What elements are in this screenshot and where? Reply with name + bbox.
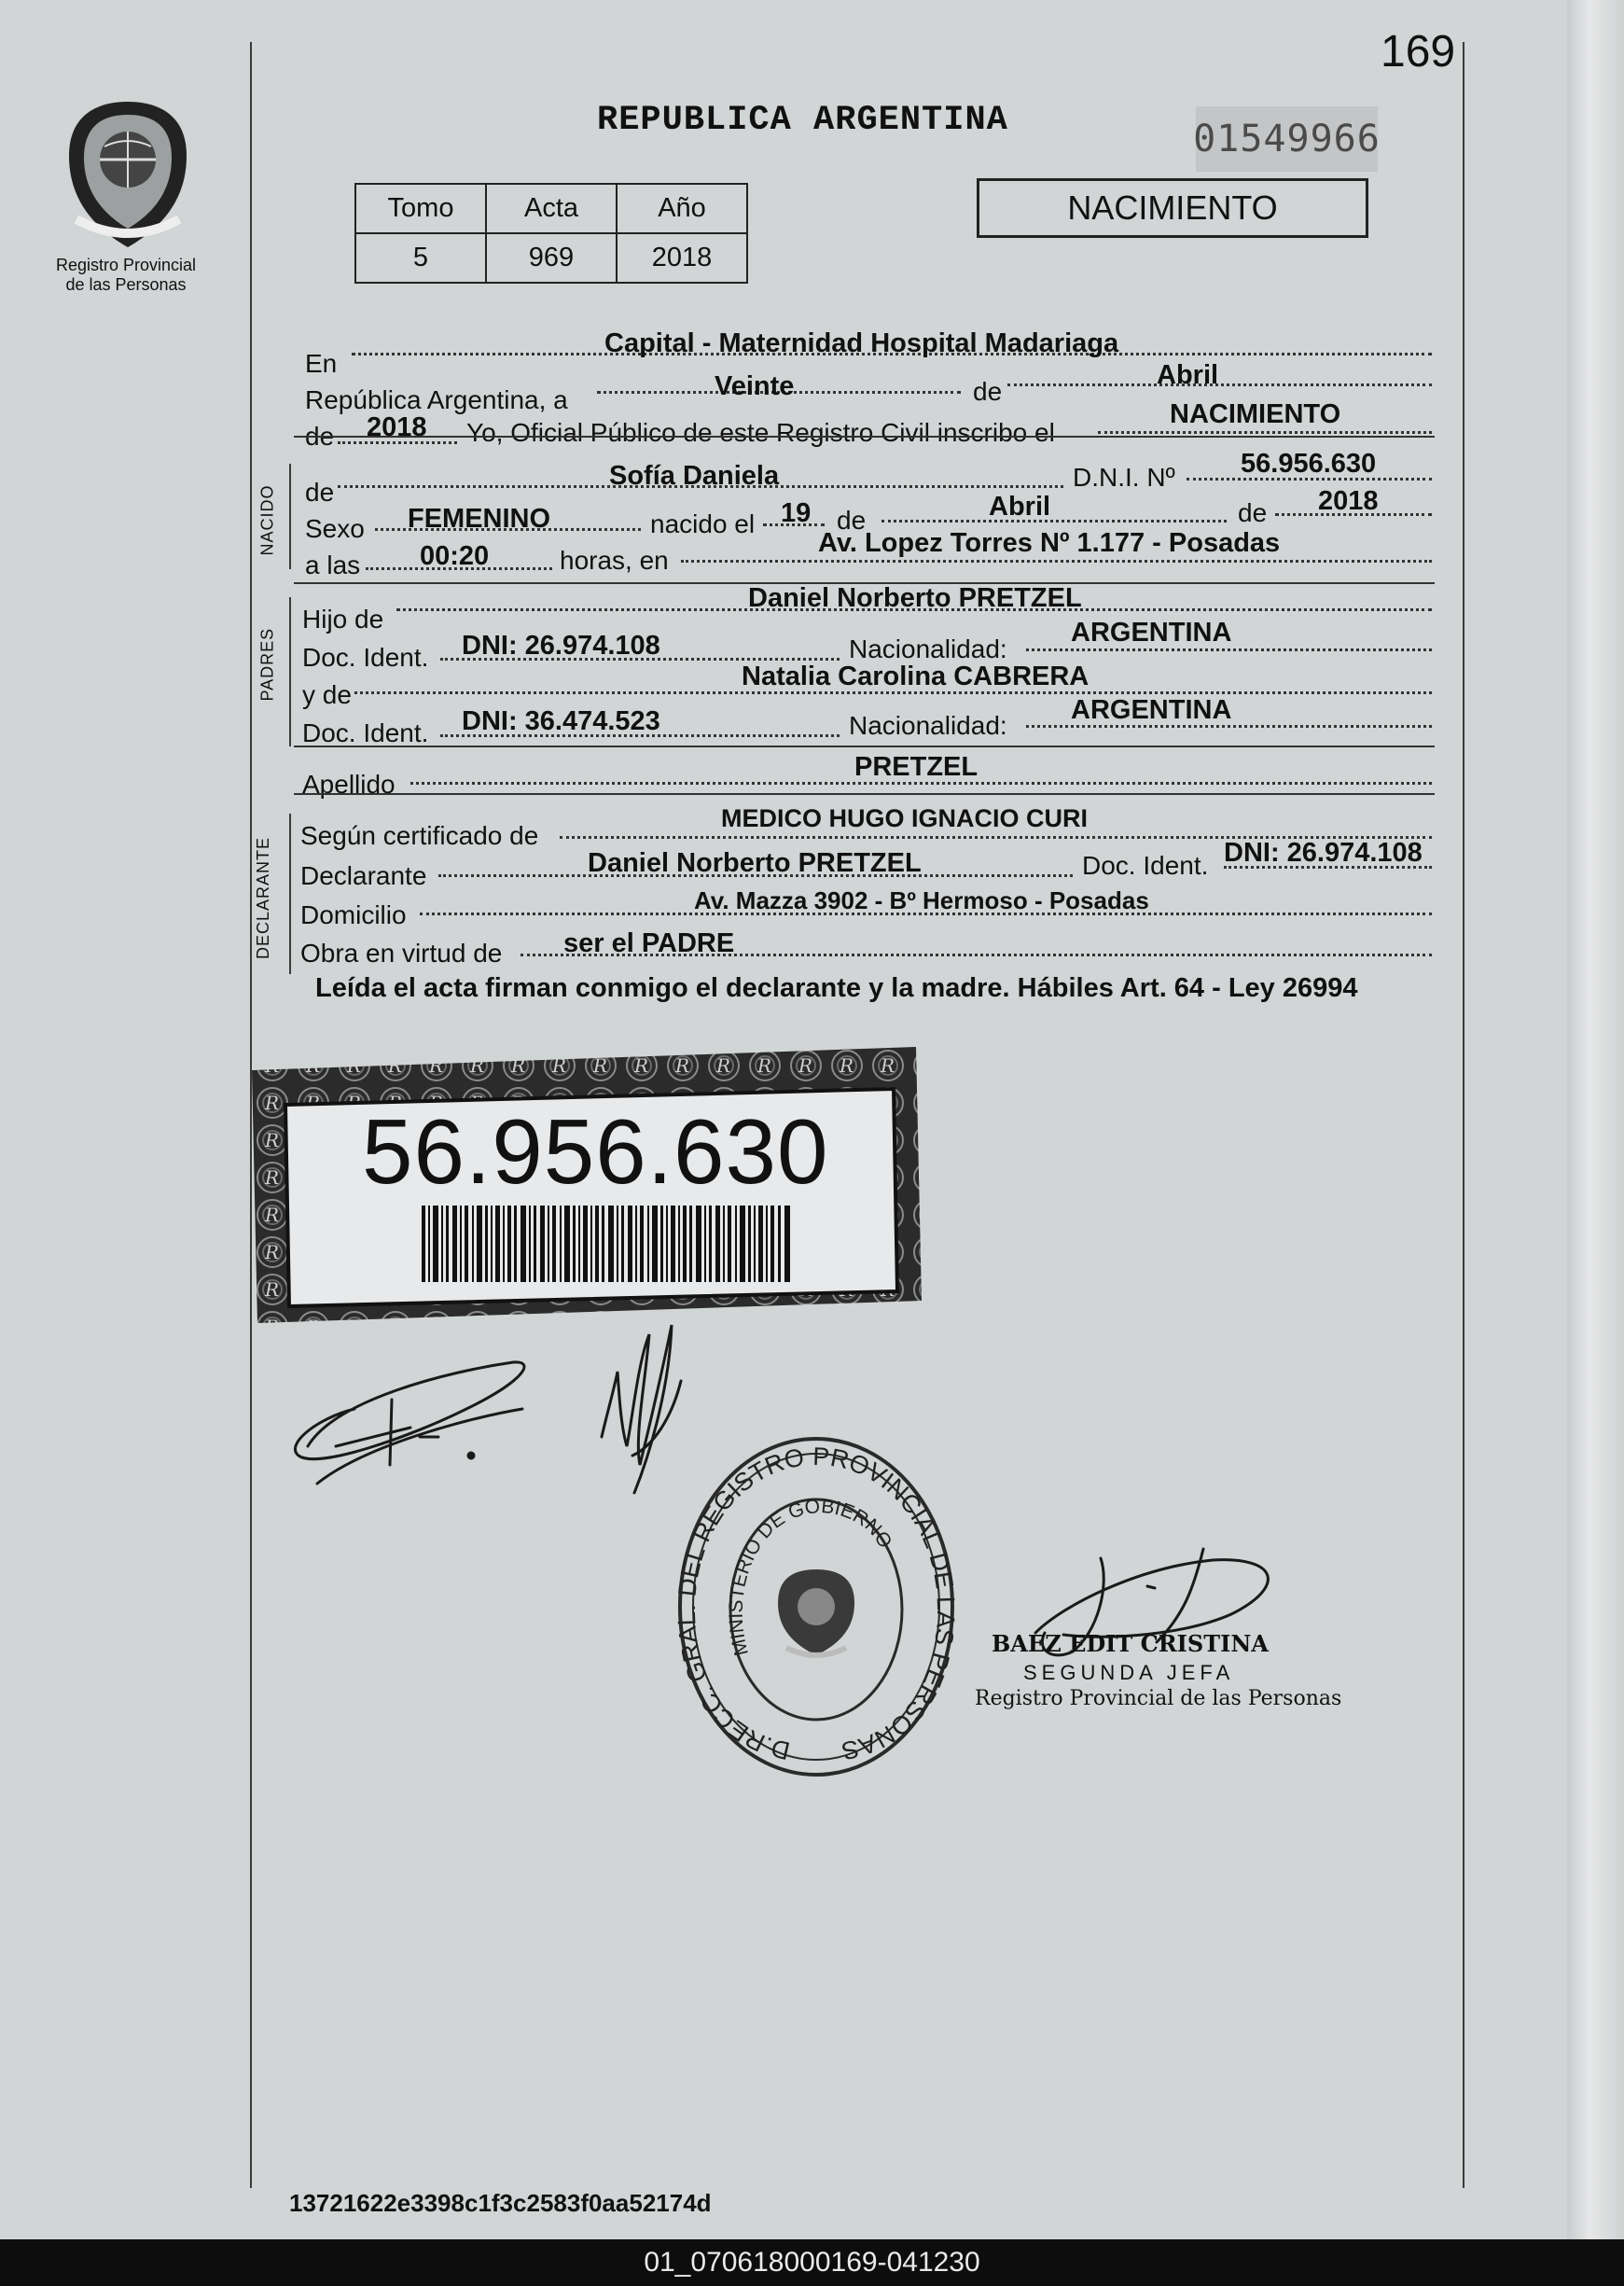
act-type-box: NACIMIENTO xyxy=(977,178,1368,238)
authority-office: Registro Provincial de las Personas xyxy=(975,1687,1342,1710)
padres-section-label: PADRES xyxy=(257,627,277,702)
certificado-label: Según certificado de xyxy=(300,821,539,850)
registry-header-acta: Acta xyxy=(486,184,617,233)
mother-doc-value: DNI: 36.474.523 xyxy=(462,706,660,736)
en-label: En xyxy=(305,349,338,378)
nacido-de-label: de xyxy=(305,478,335,507)
officer-text: Yo, Oficial Público de este Registro Civil inscribo el xyxy=(466,418,1055,447)
act-value: NACIMIENTO xyxy=(1170,399,1341,429)
registry-anio: 2018 xyxy=(617,233,747,283)
document-title: REPUBLICA ARGENTINA xyxy=(597,101,1008,140)
doc-ident-label: Doc. Ident. xyxy=(302,643,429,672)
year-value: 2018 xyxy=(367,412,427,442)
father-name-value: Daniel Norberto PRETZEL xyxy=(748,583,1082,613)
dotted-line xyxy=(1098,431,1432,434)
birth-day-value: 19 xyxy=(781,498,812,528)
child-name-value: Sofía Daniela xyxy=(609,461,780,491)
declarante-label: Declarante xyxy=(300,861,427,890)
dotted-line xyxy=(881,520,1227,523)
logo-caption-line1: Registro Provincial xyxy=(55,256,197,274)
nacionalidad-label: Nacionalidad: xyxy=(849,634,1007,663)
time-value: 00:20 xyxy=(420,541,490,571)
serial-number: 01549966 xyxy=(1196,106,1378,172)
registry-value-row xyxy=(355,233,747,283)
sexo-label: Sexo xyxy=(305,514,365,543)
apellido-label: Apellido xyxy=(302,770,396,799)
domicilio-label: Domicilio xyxy=(300,900,407,929)
registry-header-row xyxy=(355,184,747,233)
right-margin-rule xyxy=(1463,42,1464,2188)
declarant-address-value: Av. Mazza 3902 - Bº Hermoso - Posadas xyxy=(694,886,1149,914)
section-separator xyxy=(294,793,1435,795)
father-nationality-value: ARGENTINA xyxy=(1071,618,1232,648)
certifier-value: MEDICO HUGO IGNACIO CURI xyxy=(721,804,1089,832)
nacionalidad-label: Nacionalidad: xyxy=(849,711,1007,740)
legal-note: Leída el acta firman conmigo el declarante y la madre. Hábiles Art. 64 - Ley 26994 xyxy=(315,973,1358,1003)
dotted-line xyxy=(1026,648,1432,651)
place-value: Capital - Maternidad Hospital Madariaga xyxy=(604,328,1119,358)
decl-doc-label: Doc. Ident. xyxy=(1082,851,1209,880)
logo-caption xyxy=(28,256,224,295)
barcode xyxy=(420,1206,793,1282)
section-separator xyxy=(294,436,1435,438)
declarant-name-value: Daniel Norberto PRETZEL xyxy=(588,848,922,878)
registry-header-tomo: Tomo xyxy=(355,184,486,233)
doc-ident-label: Doc. Ident. xyxy=(302,718,429,747)
section-bar xyxy=(289,464,291,569)
birth-address-value: Av. Lopez Torres Nº 1.177 - Posadas xyxy=(818,528,1281,558)
sex-value: FEMENINO xyxy=(408,504,551,534)
de-label: de xyxy=(305,422,335,451)
official-seal xyxy=(672,1428,961,1796)
dni-label: D.N.I. Nº xyxy=(1073,463,1175,492)
logo-caption-line2: de las Personas xyxy=(65,275,187,294)
nacido-de-label3: de xyxy=(1238,498,1268,527)
dotted-line xyxy=(1007,383,1432,386)
registry-tomo: 5 xyxy=(355,233,486,283)
registry-header-anio: Año xyxy=(617,184,747,233)
nacido-section-label: NACIDO xyxy=(257,484,277,556)
surname-value: PRETZEL xyxy=(854,752,979,782)
page-edge-shadow xyxy=(1567,0,1624,2239)
registry-table xyxy=(354,183,748,284)
father-doc-value: DNI: 26.974.108 xyxy=(462,631,660,661)
hijo-de-label: Hijo de xyxy=(302,605,384,634)
obra-label: Obra en virtud de xyxy=(300,939,503,968)
republica-label: República Argentina, a xyxy=(305,385,568,414)
svg-text:MINISTERIO DE GOBIERNO: MINISTERIO DE GOBIERNO xyxy=(725,1495,896,1658)
nacido-el-label: nacido el xyxy=(650,509,756,538)
de-label: de xyxy=(973,377,1003,406)
y-de-label: y de xyxy=(302,680,352,709)
nacido-de-label2: de xyxy=(837,506,867,535)
svg-text:D.RECC. GRAL. DEL REGISTRO PRO: D.RECC. GRAL. DEL REGISTRO PROVINCIAL DE LAS PERSONAS xyxy=(672,1442,961,1765)
child-dni-value: 56.956.630 xyxy=(1241,449,1377,479)
horas-label: horas, en xyxy=(560,546,669,575)
registry-acta: 969 xyxy=(486,233,617,283)
mother-nationality-value: ARGENTINA xyxy=(1071,695,1232,725)
dotted-line xyxy=(681,560,1432,563)
birth-month-value: Abril xyxy=(989,492,1051,522)
section-bar xyxy=(289,814,291,974)
authority-name: BAEZ EDIT CRISTINA xyxy=(992,1630,1269,1657)
dni-stamp-number: 56.956.630 xyxy=(362,1100,829,1203)
authority-role: SEGUNDA JEFA xyxy=(1023,1661,1235,1684)
declarante-section-label: DECLARANTE xyxy=(254,836,272,960)
province-emblem xyxy=(58,98,198,257)
birth-year-value: 2018 xyxy=(1318,486,1379,516)
capacity-value: ser el PADRE xyxy=(563,928,735,958)
section-bar xyxy=(289,597,291,746)
declarant-doc-value: DNI: 26.974.108 xyxy=(1224,838,1423,868)
alas-label: a las xyxy=(305,551,361,579)
document-hash: 13721622e3398c1f3c2583f0aa52174d xyxy=(289,2189,712,2217)
day-words-value: Veinte xyxy=(715,371,795,401)
mother-name-value: Natalia Carolina CABRERA xyxy=(742,662,1090,691)
page-number: 169 xyxy=(1381,27,1456,77)
footer-id-bar: 01_070618000169-041230 xyxy=(0,2239,1624,2286)
section-separator xyxy=(294,746,1435,747)
month-value: Abril xyxy=(1157,360,1219,390)
